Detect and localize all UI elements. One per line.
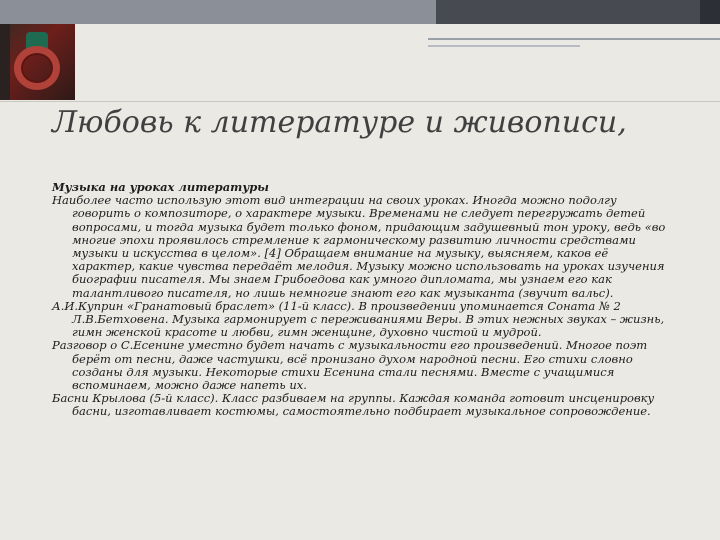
- paragraph: А.И.Куприн «Гранатовый браслет» (11-й класс). В произведении упоминается Соната № 2 Л.В.Бетховена. Музыка гармонирует с переживаниями Веры. В этих нежных звуках – жизнь, гимн женской красоте и любви, гимн женщине, духовно чистой и мудрой.: [52, 298, 665, 340]
- paragraph: Басни Крылова (5-й класс). Класс разбиваем на группы. Каждая команда готовит инсценировку басни, изготавливает костюмы, самостоятельно подбирает музыкальное сопровождение.: [52, 391, 655, 419]
- door-knocker-ring: [14, 46, 60, 90]
- door-knocker-photo: [0, 24, 75, 100]
- paragraph: Разговор о С.Есенине уместно будет начать с музыкальности его произведений. Многое поэт берёт от песни, даже частушки, всё пронизано духом народной песни. Его стихи словно созданы для музыки. Некоторые стихи Есенина стали песнями. Вместе с учащимися вспоминаем, можно даже напеть их.: [52, 338, 648, 393]
- photo-frame: [0, 24, 10, 100]
- decorative-line-short: [428, 45, 580, 47]
- paragraph: Наиболее часто использую этот вид интеграции на своих уроках. Иногда можно подолгу говорить о композиторе, о характере музыки. Временами не следует перегружать детей вопросами, и тогда музыка будет только фоном, придающим задушевный тон уроку, ведь «во многие эпохи проявилось стремление к гармоническому развитию личности средствами музыки и искусства в целом». [4] Обращаем внимание на музыку, выясняем, каков её характер, какие чувства передаёт мелодия. Музыку можно использовать на уроках изучения биографии писателя. Мы знаем Грибоедова как умного дипломата, мы узнаем его как талантливого писателя, но лишь немногие знают его как музыканта (звучит вальс).: [52, 193, 666, 300]
- slide-body: [52, 181, 672, 419]
- header-separator: [0, 101, 720, 102]
- slide-title: Любовь к литературе и живописи,: [52, 105, 627, 140]
- section-heading: Музыка на уроках литературы: [52, 180, 269, 194]
- top-decorative-bar-end: [700, 0, 720, 24]
- top-decorative-bar-light: [0, 0, 436, 24]
- decorative-line: [428, 38, 720, 40]
